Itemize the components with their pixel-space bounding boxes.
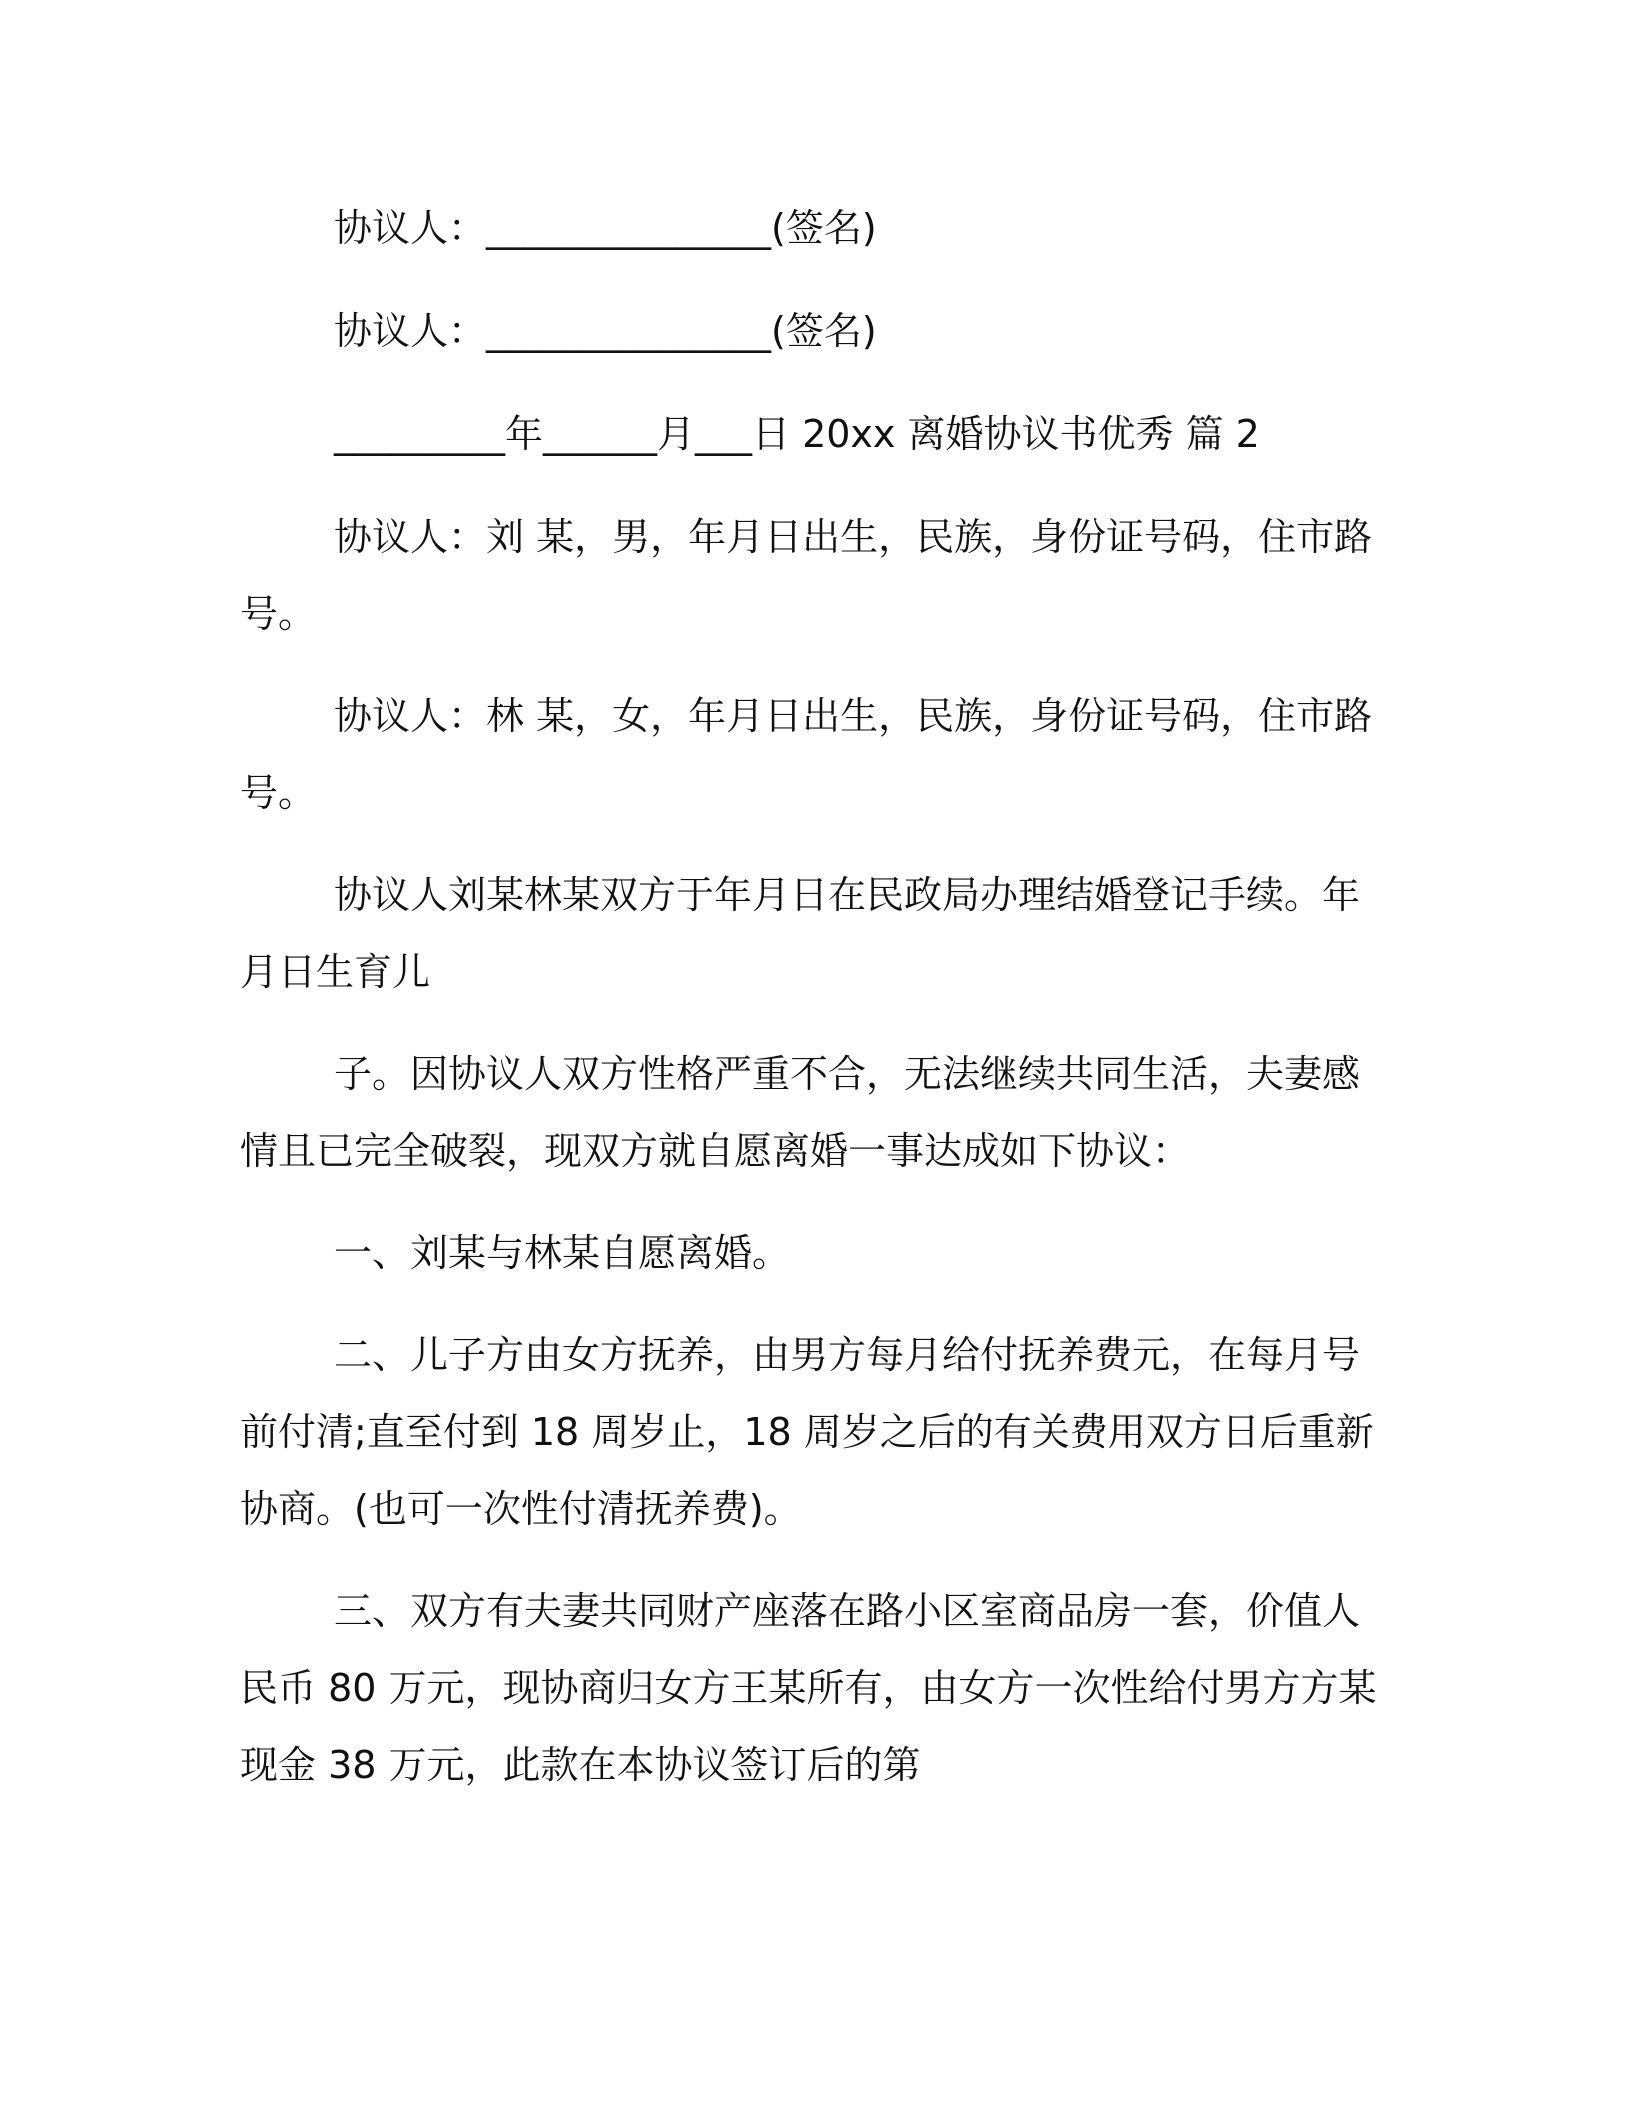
party-two-info: 协议人：林 某，女，年月日出生，民族，身份证号码，住市路号。 <box>240 694 1373 815</box>
signature-line-1: 协议人：_______________(签名) <box>334 206 877 250</box>
clause-one: 一、刘某与林某自愿离婚。 <box>334 1231 791 1275</box>
agreement-preamble: 子。因协议人双方性格严重不合，无法继续共同生活，夫妻感情且已完全破裂，现双方就自愿离婚一事达成如下协议： <box>240 1052 1361 1173</box>
document-body <box>240 190 1385 1804</box>
marriage-background: 协议人刘某林某双方于年月日在民政局办理结婚登记手续。年月日生育儿 <box>240 873 1361 994</box>
date-and-section-heading: _________年______月___日 20xx 离婚协议书优秀 篇 2 <box>334 412 1260 456</box>
party-one-info: 协议人：刘 某，男，年月日出生，民族，身份证号码，住市路号。 <box>240 515 1373 636</box>
signature-line-2: 协议人：_______________(签名) <box>334 309 877 353</box>
clause-three: 三、双方有夫妻共同财产座落在路小区室商品房一套，价值人民币 80 万元，现协商归女方王某所有，由女方一次性给付男方方某现金 38 万元，此款在本协议签订后的第 <box>240 1589 1377 1787</box>
clause-two: 二、儿子方由女方抚养，由男方每月给付抚养费元，在每月号前付清;直至付到 18 周岁止，18 周岁之后的有关费用双方日后重新协商。(也可一次性付清抚养费)。 <box>240 1333 1374 1531</box>
